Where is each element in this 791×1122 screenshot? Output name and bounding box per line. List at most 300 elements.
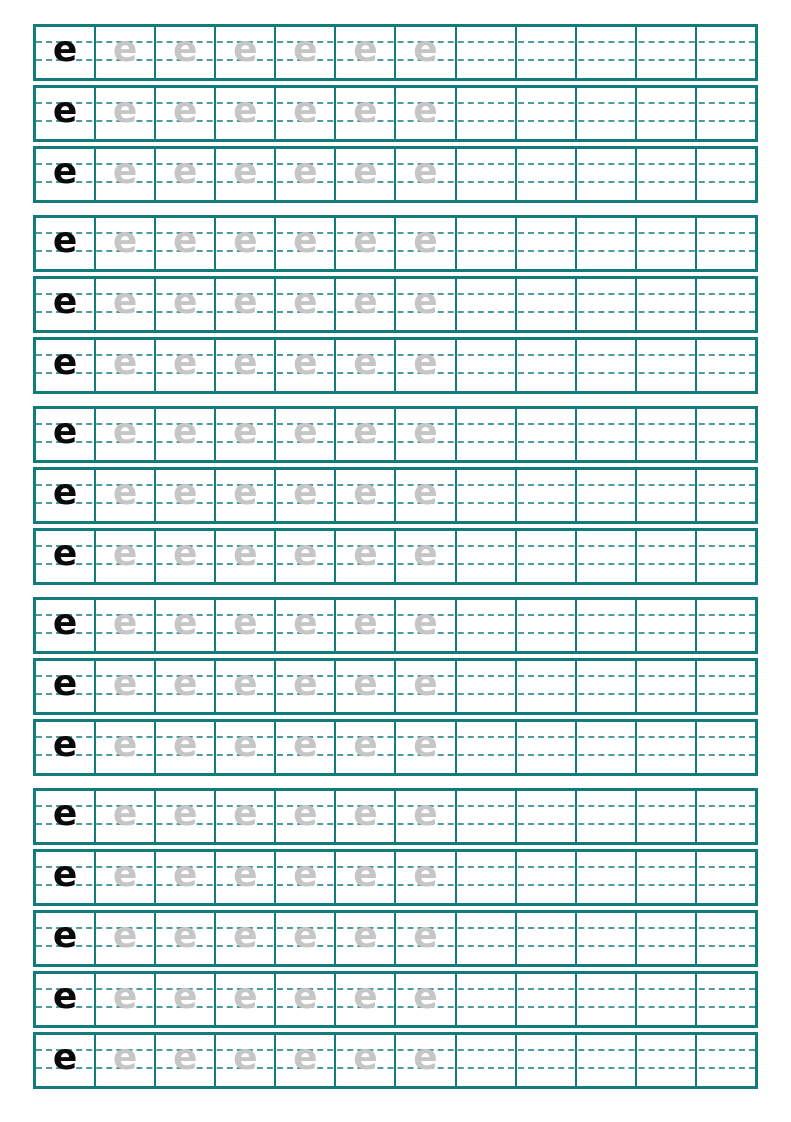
trace-letter: e	[233, 723, 258, 765]
sample-letter: e	[52, 975, 78, 1017]
trace-letter: e	[413, 914, 438, 956]
empty-cell	[517, 218, 577, 269]
trace-letter: e	[172, 723, 198, 765]
empty-cell	[457, 149, 517, 200]
trace-letter: e	[233, 1036, 258, 1078]
trace-letter: e	[353, 792, 378, 834]
trace-letter: e	[172, 341, 198, 383]
trace-cell	[336, 974, 396, 1025]
trace-letter: e	[112, 532, 138, 574]
trace-cell	[156, 531, 216, 582]
trace-letter: e	[353, 410, 378, 452]
sample-cell	[36, 88, 96, 139]
trace-cell	[276, 974, 336, 1025]
empty-cell	[577, 974, 637, 1025]
trace-cell	[156, 974, 216, 1025]
trace-cell	[396, 852, 456, 903]
trace-letter: e	[172, 410, 198, 452]
sample-letter: e	[52, 1036, 78, 1078]
trace-cell	[396, 218, 456, 269]
practice-row	[33, 788, 758, 845]
trace-letter: e	[112, 853, 138, 895]
row-group	[33, 788, 758, 1089]
empty-cell	[637, 791, 697, 842]
empty-cell	[637, 279, 697, 330]
trace-cell	[336, 852, 396, 903]
sample-letter: e	[52, 341, 78, 383]
trace-letter: e	[112, 723, 138, 765]
trace-cell	[216, 913, 276, 964]
sample-letter: e	[52, 280, 78, 322]
trace-cell	[396, 279, 456, 330]
empty-cell	[637, 661, 697, 712]
trace-letter: e	[172, 975, 198, 1017]
trace-cell	[156, 661, 216, 712]
empty-cell	[457, 661, 517, 712]
trace-letter: e	[112, 28, 138, 70]
trace-letter: e	[172, 150, 198, 192]
practice-row	[33, 24, 758, 81]
empty-cell	[577, 852, 637, 903]
trace-letter: e	[413, 410, 438, 452]
trace-letter: e	[413, 532, 438, 574]
trace-letter: e	[172, 219, 198, 261]
trace-letter: e	[112, 601, 138, 643]
row-group	[33, 215, 758, 394]
trace-cell	[276, 149, 336, 200]
practice-row	[33, 215, 758, 272]
trace-letter: e	[172, 471, 198, 513]
practice-row	[33, 406, 758, 463]
trace-cell	[96, 913, 156, 964]
empty-cell	[697, 913, 755, 964]
trace-letter: e	[353, 341, 378, 383]
trace-cell	[396, 791, 456, 842]
empty-cell	[697, 974, 755, 1025]
trace-letter: e	[172, 662, 198, 704]
trace-cell	[216, 852, 276, 903]
trace-cell	[336, 409, 396, 460]
trace-cell	[396, 600, 456, 651]
trace-letter: e	[112, 1036, 138, 1078]
trace-cell	[396, 1035, 456, 1086]
empty-cell	[457, 1035, 517, 1086]
trace-cell	[396, 340, 456, 391]
trace-cell	[96, 974, 156, 1025]
trace-cell	[156, 340, 216, 391]
empty-cell	[637, 470, 697, 521]
trace-letter: e	[293, 723, 318, 765]
trace-letter: e	[413, 975, 438, 1017]
empty-cell	[637, 600, 697, 651]
empty-cell	[577, 600, 637, 651]
trace-cell	[336, 88, 396, 139]
trace-letter: e	[112, 219, 138, 261]
trace-cell	[336, 661, 396, 712]
sample-cell	[36, 218, 96, 269]
sample-letter: e	[52, 471, 78, 513]
trace-letter: e	[293, 280, 318, 322]
practice-row	[33, 719, 758, 776]
trace-cell	[156, 409, 216, 460]
trace-letter: e	[413, 280, 438, 322]
trace-cell	[336, 470, 396, 521]
sample-letter: e	[52, 532, 78, 574]
trace-letter: e	[233, 792, 258, 834]
trace-letter: e	[413, 150, 438, 192]
trace-letter: e	[112, 280, 138, 322]
trace-letter: e	[293, 28, 318, 70]
empty-cell	[517, 661, 577, 712]
empty-cell	[697, 661, 755, 712]
trace-letter: e	[413, 89, 438, 131]
empty-cell	[637, 340, 697, 391]
trace-letter: e	[112, 471, 138, 513]
trace-cell	[276, 218, 336, 269]
trace-cell	[96, 722, 156, 773]
trace-letter: e	[112, 410, 138, 452]
trace-cell	[216, 600, 276, 651]
trace-letter: e	[233, 662, 258, 704]
trace-cell	[96, 279, 156, 330]
empty-cell	[637, 409, 697, 460]
trace-cell	[216, 722, 276, 773]
trace-letter: e	[293, 792, 318, 834]
trace-letter: e	[233, 410, 258, 452]
trace-cell	[156, 27, 216, 78]
trace-cell	[336, 149, 396, 200]
trace-cell	[276, 913, 336, 964]
sample-letter: e	[52, 410, 78, 452]
empty-cell	[577, 279, 637, 330]
trace-cell	[336, 27, 396, 78]
trace-cell	[336, 913, 396, 964]
empty-cell	[517, 913, 577, 964]
empty-cell	[697, 1035, 755, 1086]
empty-cell	[637, 88, 697, 139]
empty-cell	[517, 600, 577, 651]
trace-letter: e	[293, 471, 318, 513]
empty-cell	[457, 913, 517, 964]
practice-row	[33, 910, 758, 967]
trace-cell	[396, 149, 456, 200]
empty-cell	[577, 340, 637, 391]
trace-cell	[276, 279, 336, 330]
trace-cell	[396, 27, 456, 78]
practice-row	[33, 276, 758, 333]
sample-letter: e	[52, 662, 78, 704]
trace-letter: e	[293, 975, 318, 1017]
trace-letter: e	[353, 914, 378, 956]
trace-cell	[216, 279, 276, 330]
trace-cell	[336, 340, 396, 391]
trace-letter: e	[413, 792, 438, 834]
trace-letter: e	[112, 792, 138, 834]
trace-letter: e	[233, 150, 258, 192]
empty-cell	[697, 600, 755, 651]
empty-cell	[457, 791, 517, 842]
trace-cell	[276, 722, 336, 773]
trace-letter: e	[353, 853, 378, 895]
trace-cell	[336, 1035, 396, 1086]
trace-cell	[156, 279, 216, 330]
empty-cell	[517, 1035, 577, 1086]
trace-cell	[96, 409, 156, 460]
empty-cell	[697, 218, 755, 269]
sample-cell	[36, 149, 96, 200]
sample-letter: e	[52, 28, 78, 70]
trace-letter: e	[172, 1036, 198, 1078]
trace-letter: e	[413, 28, 438, 70]
trace-letter: e	[233, 601, 258, 643]
sample-letter: e	[52, 914, 78, 956]
empty-cell	[517, 531, 577, 582]
empty-cell	[697, 531, 755, 582]
empty-cell	[457, 974, 517, 1025]
trace-cell	[156, 791, 216, 842]
empty-cell	[457, 852, 517, 903]
trace-letter: e	[293, 1036, 318, 1078]
empty-cell	[517, 27, 577, 78]
sample-cell	[36, 661, 96, 712]
trace-cell	[156, 722, 216, 773]
trace-letter: e	[233, 471, 258, 513]
empty-cell	[637, 1035, 697, 1086]
sample-cell	[36, 1035, 96, 1086]
trace-cell	[156, 88, 216, 139]
trace-cell	[216, 340, 276, 391]
empty-cell	[697, 791, 755, 842]
empty-cell	[517, 279, 577, 330]
empty-cell	[697, 279, 755, 330]
empty-cell	[697, 722, 755, 773]
trace-cell	[216, 88, 276, 139]
empty-cell	[697, 852, 755, 903]
trace-letter: e	[112, 975, 138, 1017]
empty-cell	[517, 88, 577, 139]
trace-cell	[276, 852, 336, 903]
trace-letter: e	[353, 723, 378, 765]
empty-cell	[637, 531, 697, 582]
trace-cell	[96, 600, 156, 651]
practice-row	[33, 597, 758, 654]
trace-letter: e	[172, 853, 198, 895]
sample-cell	[36, 722, 96, 773]
trace-cell	[96, 340, 156, 391]
trace-cell	[96, 852, 156, 903]
trace-cell	[336, 791, 396, 842]
empty-cell	[637, 852, 697, 903]
trace-cell	[396, 913, 456, 964]
trace-cell	[396, 974, 456, 1025]
practice-row	[33, 467, 758, 524]
trace-letter: e	[293, 662, 318, 704]
sample-letter: e	[52, 792, 78, 834]
empty-cell	[457, 218, 517, 269]
empty-cell	[517, 974, 577, 1025]
empty-cell	[577, 470, 637, 521]
trace-letter: e	[293, 150, 318, 192]
trace-letter: e	[353, 662, 378, 704]
trace-cell	[276, 531, 336, 582]
trace-letter: e	[172, 28, 198, 70]
trace-letter: e	[293, 853, 318, 895]
trace-cell	[96, 791, 156, 842]
trace-letter: e	[413, 219, 438, 261]
empty-cell	[697, 149, 755, 200]
sample-letter: e	[52, 601, 78, 643]
empty-cell	[697, 27, 755, 78]
trace-letter: e	[172, 792, 198, 834]
trace-letter: e	[233, 28, 258, 70]
trace-letter: e	[413, 662, 438, 704]
trace-cell	[96, 149, 156, 200]
empty-cell	[517, 409, 577, 460]
trace-cell	[96, 661, 156, 712]
sample-cell	[36, 974, 96, 1025]
practice-row	[33, 337, 758, 394]
practice-row	[33, 1032, 758, 1089]
trace-letter: e	[353, 28, 378, 70]
trace-cell	[276, 600, 336, 651]
trace-letter: e	[112, 89, 138, 131]
trace-cell	[156, 149, 216, 200]
sample-cell	[36, 531, 96, 582]
trace-cell	[276, 661, 336, 712]
practice-worksheet	[33, 24, 758, 1089]
empty-cell	[457, 600, 517, 651]
sample-letter: e	[52, 723, 78, 765]
sample-cell	[36, 27, 96, 78]
empty-cell	[637, 974, 697, 1025]
empty-cell	[637, 722, 697, 773]
trace-letter: e	[172, 601, 198, 643]
trace-cell	[96, 531, 156, 582]
sample-cell	[36, 279, 96, 330]
trace-letter: e	[172, 280, 198, 322]
trace-cell	[276, 470, 336, 521]
empty-cell	[457, 279, 517, 330]
trace-letter: e	[112, 662, 138, 704]
empty-cell	[457, 340, 517, 391]
trace-letter: e	[353, 975, 378, 1017]
empty-cell	[517, 791, 577, 842]
empty-cell	[457, 27, 517, 78]
empty-cell	[577, 913, 637, 964]
trace-cell	[276, 791, 336, 842]
practice-row	[33, 849, 758, 906]
empty-cell	[697, 340, 755, 391]
empty-cell	[577, 27, 637, 78]
trace-letter: e	[353, 219, 378, 261]
trace-letter: e	[293, 89, 318, 131]
row-group	[33, 24, 758, 203]
trace-letter: e	[172, 914, 198, 956]
sample-cell	[36, 791, 96, 842]
trace-cell	[216, 409, 276, 460]
trace-cell	[336, 722, 396, 773]
trace-letter: e	[353, 471, 378, 513]
empty-cell	[577, 409, 637, 460]
trace-cell	[156, 852, 216, 903]
trace-letter: e	[233, 914, 258, 956]
trace-letter: e	[172, 89, 198, 131]
trace-cell	[216, 531, 276, 582]
trace-letter: e	[413, 723, 438, 765]
trace-cell	[216, 661, 276, 712]
trace-cell	[96, 88, 156, 139]
empty-cell	[517, 852, 577, 903]
sample-cell	[36, 409, 96, 460]
trace-letter: e	[112, 341, 138, 383]
trace-letter: e	[413, 471, 438, 513]
trace-letter: e	[293, 914, 318, 956]
empty-cell	[517, 722, 577, 773]
trace-letter: e	[353, 280, 378, 322]
trace-letter: e	[172, 532, 198, 574]
empty-cell	[697, 88, 755, 139]
trace-letter: e	[293, 601, 318, 643]
empty-cell	[517, 149, 577, 200]
empty-cell	[457, 409, 517, 460]
empty-cell	[697, 470, 755, 521]
trace-letter: e	[112, 914, 138, 956]
empty-cell	[457, 722, 517, 773]
trace-cell	[216, 149, 276, 200]
trace-cell	[276, 340, 336, 391]
trace-letter: e	[353, 532, 378, 574]
trace-letter: e	[413, 341, 438, 383]
trace-cell	[96, 27, 156, 78]
trace-cell	[216, 791, 276, 842]
sample-cell	[36, 600, 96, 651]
trace-cell	[276, 27, 336, 78]
trace-cell	[396, 470, 456, 521]
sample-cell	[36, 852, 96, 903]
empty-cell	[457, 531, 517, 582]
empty-cell	[697, 409, 755, 460]
trace-letter: e	[233, 89, 258, 131]
trace-cell	[156, 913, 216, 964]
trace-cell	[96, 470, 156, 521]
trace-letter: e	[293, 341, 318, 383]
row-group	[33, 406, 758, 585]
empty-cell	[577, 722, 637, 773]
empty-cell	[457, 470, 517, 521]
trace-cell	[216, 1035, 276, 1086]
trace-letter: e	[353, 1036, 378, 1078]
trace-cell	[276, 1035, 336, 1086]
trace-cell	[336, 218, 396, 269]
empty-cell	[577, 531, 637, 582]
trace-cell	[396, 531, 456, 582]
trace-letter: e	[293, 410, 318, 452]
practice-row	[33, 85, 758, 142]
trace-letter: e	[353, 150, 378, 192]
empty-cell	[457, 88, 517, 139]
practice-row	[33, 971, 758, 1028]
empty-cell	[637, 27, 697, 78]
trace-letter: e	[293, 219, 318, 261]
row-group	[33, 597, 758, 776]
empty-cell	[637, 149, 697, 200]
trace-cell	[156, 1035, 216, 1086]
trace-cell	[216, 27, 276, 78]
trace-cell	[276, 88, 336, 139]
practice-row	[33, 658, 758, 715]
sample-letter: e	[52, 150, 78, 192]
trace-letter: e	[293, 532, 318, 574]
